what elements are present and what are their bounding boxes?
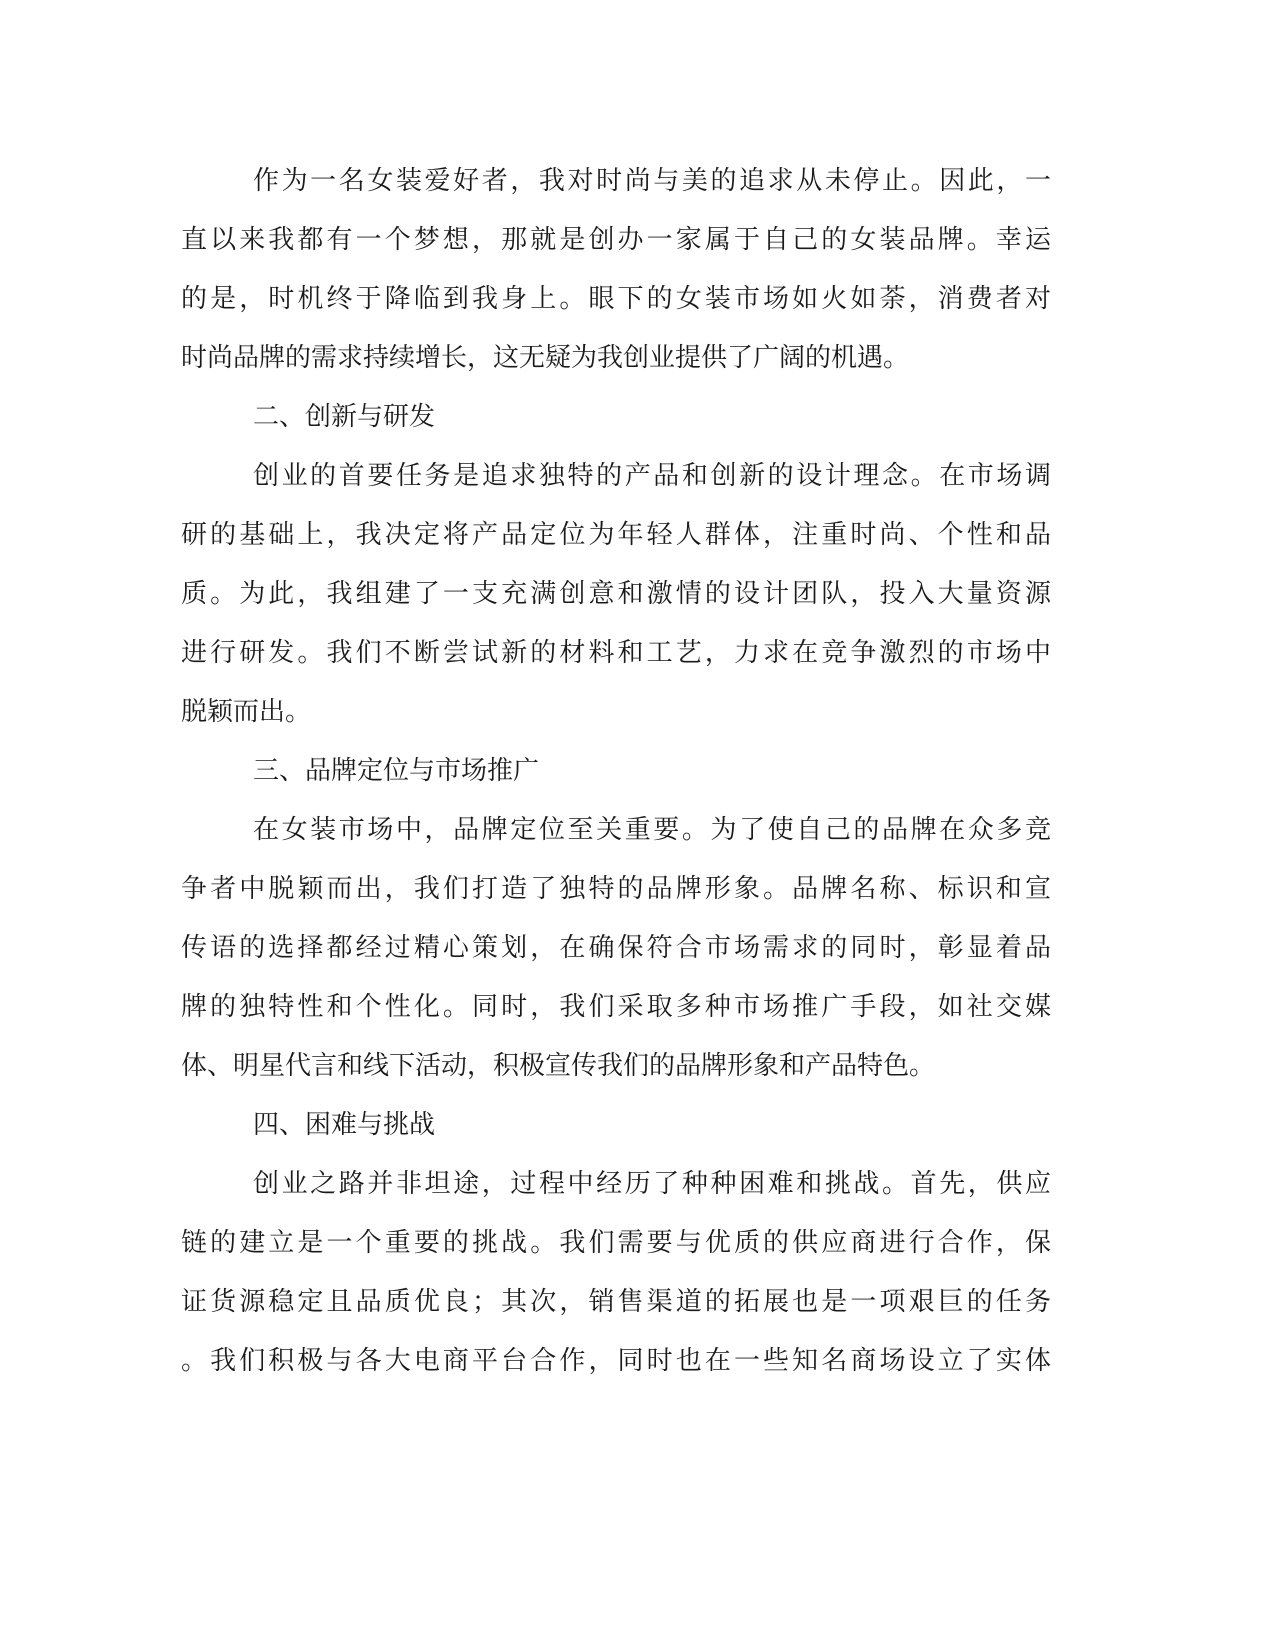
section-heading-challenges: 四、困难与挑战 — [253, 1110, 436, 1140]
text-line: 链的建立是一个重要的挑战。我们需要与优质的供应商进行合作，保 — [181, 1228, 1051, 1258]
text-line: 质。为此，我组建了一支充满创意和激情的设计团队，投入大量资源 — [181, 579, 1051, 609]
text-line: 时尚品牌的需求持续增长，这无疑为我创业提供了广阔的机遇。 — [181, 343, 910, 373]
text-line: 牌的独特性和个性化。同时，我们采取多种市场推广手段，如社交媒 — [181, 992, 1051, 1022]
challenges-paragraph — [181, 1155, 1051, 1391]
text-line: 研的基础上，我决定将产品定位为年轻人群体，注重时尚、个性和品 — [181, 520, 1051, 550]
text-line: 体、明星代言和线下活动，积极宣传我们的品牌形象和产品特色。 — [181, 1051, 936, 1081]
text-line: 创业之路并非坦途，过程中经历了种种困难和挑战。首先，供应 — [253, 1169, 1051, 1199]
text-line: 进行研发。我们不断尝试新的材料和工艺，力求在竞争激烈的市场中 — [181, 638, 1051, 668]
section-heading-branding: 三、品牌定位与市场推广 — [253, 756, 540, 786]
text-line: 创业的首要任务是追求独特的产品和创新的设计理念。在市场调 — [253, 461, 1051, 491]
text-line: 直以来我都有一个梦想，那就是创办一家属于自己的女装品牌。幸运 — [181, 225, 1051, 255]
text-line: 。我们积极与各大电商平台合作，同时也在一些知名商场设立了实体 — [181, 1346, 1051, 1376]
innovation-paragraph — [181, 447, 1051, 742]
text-line: 在女装市场中，品牌定位至关重要。为了使自己的品牌在众多竞 — [253, 815, 1051, 845]
branding-paragraph — [181, 801, 1051, 1096]
text-line: 脱颖而出。 — [181, 697, 312, 727]
section-heading-innovation: 二、创新与研发 — [253, 402, 436, 432]
text-line: 争者中脱颖而出，我们打造了独特的品牌形象。品牌名称、标识和宣 — [181, 874, 1051, 904]
text-line: 证货源稳定且品质优良；其次，销售渠道的拓展也是一项艰巨的任务 — [181, 1287, 1051, 1317]
text-line: 传语的选择都经过精心策划，在确保符合市场需求的同时，彰显着品 — [181, 933, 1051, 963]
text-line: 作为一名女装爱好者，我对时尚与美的追求从未停止。因此，一 — [253, 166, 1051, 196]
document-body — [181, 152, 1051, 1391]
text-line: 的是，时机终于降临到我身上。眼下的女装市场如火如荼，消费者对 — [181, 284, 1051, 314]
intro-paragraph — [181, 152, 1051, 388]
